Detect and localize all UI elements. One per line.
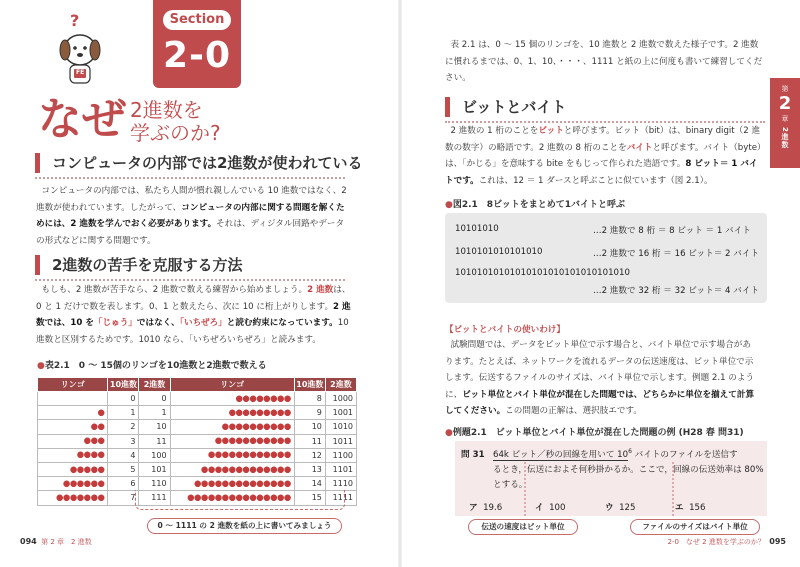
- example-connector-lines: [455, 460, 767, 522]
- decimal-cell: 1: [108, 406, 139, 420]
- heading-bit-byte: [445, 97, 566, 117]
- binary-cell: 1: [139, 406, 170, 420]
- p4-b: ります。たとえば、ネットワークを流れるデータの伝送速度は、ビット単位で示: [445, 356, 754, 367]
- p3-b: と呼びます。ビット（bit）は、binary digit（2 進: [563, 126, 761, 136]
- fig-bits-16: 1010101010101010: [455, 247, 543, 257]
- decimal-cell: 11: [294, 434, 325, 448]
- decimal-cell: 14: [294, 477, 325, 491]
- apples-cell: ●●: [38, 420, 108, 434]
- binary-cell: 1011: [325, 434, 356, 448]
- p4-bold2: してください。: [445, 406, 506, 416]
- heading-overcome: [35, 255, 242, 275]
- table-row: [38, 448, 357, 462]
- fig-bits-8: 10101010: [455, 224, 499, 234]
- p3-a: 2 進数の 1 桁のことを: [450, 126, 539, 136]
- figure-caption-text: 図2.1 8ビットをまとめて1バイトと呼ぶ: [452, 200, 625, 210]
- apples-cell: ●●●●: [38, 448, 108, 462]
- page-title-big: なぜ: [38, 94, 126, 145]
- footer-text-left: 第 2 章 2 進数: [41, 538, 92, 546]
- binary-cell: 1001: [325, 406, 356, 420]
- choice-i-value: 100: [549, 503, 566, 513]
- question-label: 問 31: [461, 450, 485, 460]
- p1-line1: コンピュータの内部では、私たち人間が慣れ親しんでいる 10 進数ではなく、2: [41, 186, 347, 196]
- p2-c: 0 と 1 だけで数を表します。0、1 と数えたら、次に 10 に桁上がりします。: [36, 301, 334, 312]
- callout-bracket: [135, 490, 345, 510]
- footer-text-right: 2-0 なぜ 2 進数を学ぶのか？: [667, 538, 765, 546]
- section-badge: [153, 0, 241, 88]
- p3-d: と呼びます。バイト（byte）: [652, 142, 766, 153]
- choice-e-value: 156: [689, 503, 706, 513]
- p2-bold1: 2 進: [333, 301, 351, 312]
- choice-u-key: ウ: [605, 503, 614, 513]
- table-row: [38, 434, 357, 448]
- page-title-sub: [130, 99, 221, 145]
- p4-c: します。伝送するファイルのサイズは、バイト単位で示します。例題 2.1 のよう: [445, 373, 755, 383]
- p2-bold3: ではなく、: [136, 318, 180, 328]
- figure-caption: ●図2.1 8ビットをまとめて1バイトと呼ぶ: [445, 200, 625, 210]
- tab-small: 第: [781, 85, 789, 93]
- table-row: [38, 406, 357, 420]
- binary-cell: 0: [139, 392, 170, 406]
- decimal-cell: 0: [108, 392, 139, 406]
- choice-i-key: イ: [535, 503, 544, 513]
- bit-byte-figure: [445, 213, 767, 303]
- title-sub-line1: 2進数を: [130, 98, 203, 122]
- th-apples-1: リンゴ: [38, 378, 108, 392]
- binary-cell: 1101: [325, 462, 356, 476]
- apples-table: [37, 377, 357, 506]
- th-dec-1: 10進数: [108, 378, 139, 392]
- apples-cell: [38, 392, 108, 406]
- binary-cell: 100: [139, 448, 170, 462]
- choice-a-key: ア: [469, 503, 478, 513]
- fig-text-32: …2 進数で 32 桁 ＝ 32 ビット＝ 4 バイト: [593, 286, 760, 296]
- title-sub-line2: 学ぶのか?: [130, 121, 221, 145]
- note-pill-byte: ファイルのサイズはバイト単位: [630, 519, 760, 535]
- section-label: Section: [163, 10, 231, 30]
- fig-text-8: …2 進数で 8 桁 ＝ 8 ビット ＝ 1 バイト: [593, 226, 751, 236]
- p4-bold1: ビット単位とバイト単位が混在した問題では、どちらかに単位を揃えて計算: [462, 389, 755, 400]
- p3-red2: バイト: [626, 142, 653, 153]
- svg-text:?: ?: [70, 12, 80, 30]
- decimal-cell: 8: [294, 392, 325, 406]
- apples-cell: ●●●●●●●: [38, 491, 108, 505]
- footer-page-left: 094: [20, 537, 37, 546]
- apples-cell: ●●●●●●●●●●: [170, 420, 294, 434]
- apples-cell: ●●●●●●●●●●●: [170, 434, 294, 448]
- q-text-1a: 64k ビット／秒の回線を用いて 10: [493, 450, 629, 460]
- binary-cell: 1010: [325, 420, 356, 434]
- mascot-badge: FE: [76, 69, 85, 76]
- apples-cell: ●●●●●●●●: [170, 392, 294, 406]
- question-line1: [493, 448, 738, 460]
- decimal-cell: 5: [108, 462, 139, 476]
- binary-cell: 111: [139, 491, 170, 505]
- apples-cell: ●●●●●●: [38, 477, 108, 491]
- heading-internal: [35, 153, 362, 173]
- right-page: [400, 0, 800, 567]
- fig-text-16: …2 進数で 16 桁 ＝ 16 ビット＝ 2 バイト: [593, 249, 760, 259]
- decimal-cell: 15: [294, 491, 325, 505]
- p4-d: に、: [445, 389, 463, 400]
- p2-red2: 「じゅう」: [93, 318, 137, 328]
- p3-e: は、「かじる」を意味する bite をもじって作られた造語です。: [445, 159, 686, 169]
- footer-right: [668, 537, 787, 547]
- apples-cell: ●: [38, 406, 108, 420]
- q-text-1b: バイトのファイルを送信す: [631, 450, 738, 460]
- p1-line4: の形式などに関する問題です。: [36, 235, 156, 246]
- heading-internal-text: コンピュータの内部では2進数が使われている: [52, 154, 363, 172]
- decimal-cell: 4: [108, 448, 139, 462]
- p3-bold2: トです。: [445, 175, 479, 186]
- binary-cell: 1110: [325, 477, 356, 491]
- choice-e-key: エ: [675, 503, 684, 513]
- decimal-cell: 13: [294, 462, 325, 476]
- choice-u-value: 125: [619, 503, 636, 513]
- p2-red3: 「いちぜろ」: [179, 318, 227, 328]
- decimal-cell: 7: [108, 491, 139, 505]
- apples-cell: ●●●●●●●●●●●●●: [170, 462, 294, 476]
- p3-f: これは、12 ＝ 1 ダースと呼ぶことに似ています（図 2.1）。: [478, 175, 713, 186]
- section-number: 2-0: [162, 35, 232, 76]
- paragraph-1: [36, 183, 366, 249]
- binary-cell: 11: [139, 434, 170, 448]
- fig-bits-32: 10101010101010101010101010101010: [455, 268, 630, 278]
- table-row: [38, 420, 357, 434]
- p3-c: 数の数字）の略語です。2 進数の 8 桁のことを: [445, 142, 627, 153]
- binary-cell: 1100: [325, 448, 356, 462]
- decimal-cell: 2: [108, 420, 139, 434]
- p1-line3b: それは、ディジタル回路やデータ: [216, 219, 345, 229]
- p4-e: この問題の正解は、選択肢エです。: [505, 406, 642, 416]
- p4-a: 試験問題では、データをビット単位で示す場合と、バイト単位で示す場合があ: [450, 340, 751, 350]
- th-bin-1: 2進数: [139, 378, 170, 392]
- p2-a: もしも、2 進数が苦手なら、2 進数で数える練習から始めましょう。: [41, 285, 308, 295]
- subhead-usage: 【ビットとバイトの使いわけ】: [445, 325, 565, 335]
- apples-cell: ●●●●●: [38, 462, 108, 476]
- tab-vertical-title: 2進数: [781, 127, 789, 149]
- apples-cell: ●●●●●●●●●●●●●●●: [170, 491, 294, 505]
- intro-line1: 表 2.1 は、0 〜 15 個のリンゴを、10 進数と 2 進数で数えた様子です。2 進数: [450, 40, 759, 50]
- apples-cell: ●●●●●●●●●●●●●●: [170, 477, 294, 491]
- apples-cell: ●●●: [38, 434, 108, 448]
- decimal-cell: 9: [294, 406, 325, 420]
- paragraph-4: [445, 337, 770, 420]
- note-pill-bit: 伝送の速度はビット単位: [468, 519, 578, 535]
- binary-cell: 1000: [325, 392, 356, 406]
- binary-cell: 10: [139, 420, 170, 434]
- heading-overcome-text: 2進数の苦手を克服する方法: [52, 256, 243, 274]
- p2-d: 10: [337, 318, 349, 328]
- p1-bold2: めには、2 進数を学んでおく必要があります。: [36, 219, 217, 229]
- decimal-cell: 3: [108, 434, 139, 448]
- p1-line2a: 進数が使われています。したがって、: [36, 202, 182, 213]
- p2-red1: 2 進数: [307, 285, 334, 295]
- callout-note: 0 〜 1111 の 2 進数を紙の上に書いてみましょう: [147, 518, 342, 534]
- table-row: [38, 462, 357, 476]
- apples-cell: ●●●●●●●●●: [170, 406, 294, 420]
- p2-bold2: 数では、10 を: [36, 318, 94, 328]
- binary-cell: 110: [139, 477, 170, 491]
- table-row: [38, 477, 357, 491]
- heading-bit-byte-text: ビットとバイト: [462, 98, 567, 116]
- th-apples-2: リンゴ: [170, 378, 294, 392]
- choice-a-value: 19.6: [483, 503, 503, 513]
- example-caption: ●例題2.1 ビット単位とバイト単位が混在した問題の例 (H28 春 問31): [445, 428, 744, 438]
- q-sup: 6: [628, 448, 632, 456]
- paragraph-3: [445, 123, 770, 189]
- tab-small2: 章: [781, 115, 789, 123]
- decimal-cell: 12: [294, 448, 325, 462]
- example-caption-text: 例題2.1 ビット単位とバイト単位が混在した問題の例 (H28 春 問31): [452, 428, 744, 438]
- question-line2: るとき，伝送におよそ何秒掛かるか。ここで，回線の伝送効率は 80%: [493, 465, 764, 475]
- footer-page-right: 095: [769, 537, 786, 546]
- p1-bold1: コンピュータの内部に関する問題を解くた: [181, 202, 345, 213]
- question-line3: とする。: [493, 480, 528, 490]
- p2-e: 進数と区別するためです。1010 なら、「いちぜろいちぜろ」と読みます。: [36, 334, 321, 345]
- decimal-cell: 10: [294, 420, 325, 434]
- p3-bold1: 8 ビット＝ 1 バイ: [685, 159, 758, 169]
- intro-line3: さい。: [445, 73, 471, 83]
- paragraph-2: [36, 282, 366, 348]
- table-caption: ●表2.1 0 〜 15個のリンゴを10進数と2進数で数える: [37, 361, 267, 371]
- table-caption-text: 表2.1 0 〜 15個のリンゴを10進数と2進数で数える: [44, 361, 267, 371]
- p3-red1: ビット: [538, 126, 564, 136]
- tab-number: 2: [778, 93, 792, 114]
- chapter-tab: [770, 78, 800, 168]
- decimal-cell: 6: [108, 477, 139, 491]
- binary-cell: 101: [139, 462, 170, 476]
- dog-mascot-icon: [50, 12, 110, 90]
- p2-b: は、: [333, 285, 351, 295]
- right-intro: [445, 37, 770, 87]
- footer-left: [20, 537, 92, 547]
- th-dec-2: 10進数: [294, 378, 325, 392]
- th-bin-2: 2進数: [325, 378, 356, 392]
- table-row: [38, 392, 357, 406]
- p2-bold4: と読む約束になっています。: [226, 318, 338, 328]
- intro-line2: に慣れるまでは、0、1、10、・・・、1111 と紙の上に何度も書いて練習してくだ: [445, 56, 763, 67]
- binary-cell: 1111: [325, 491, 356, 505]
- apples-cell: ●●●●●●●●●●●●: [170, 448, 294, 462]
